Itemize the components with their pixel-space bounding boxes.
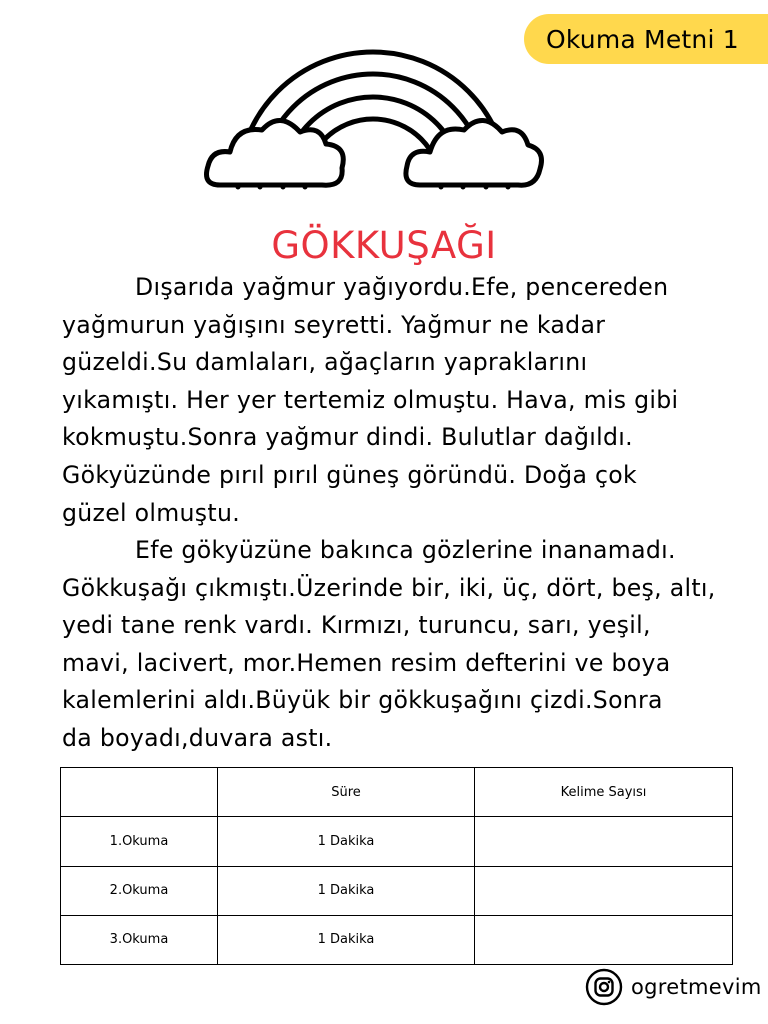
text-line: Gökyüzünde pırıl pırıl güneş göründü. Doğa çok [62,460,637,489]
text-line: da boyadı,duvara astı. [62,723,333,752]
reading-label-cell: 1.Okuma [61,817,218,866]
header-cell-empty [61,768,218,817]
text-line: yağmurun yağışını seyretti. Yağmur ne kadar [62,310,606,339]
table-row [61,866,733,915]
text-line: Gökkuşağı çıkmıştı.Üzerinde bir, iki, üç, dört, beş, altı, [62,573,716,602]
text-line: yedi tane renk vardı. Kırmızı, turuncu, sarı, yeşil, [62,611,651,640]
header-cell-duration: Süre [218,768,475,817]
word-count-cell[interactable] [475,915,733,964]
text-line: güzel olmuştu. [62,498,241,527]
duration-cell: 1 Dakika [218,817,475,866]
text-line: kalemlerini aldı.Büyük bir gökkuşağını çizdi.Sonra [62,686,663,715]
header-cell-word-count: Kelime Sayısı [475,768,733,817]
story-paragraph-2 [62,532,722,758]
text-line: güzeldi.Su damlaları, ağaçların yapraklarını [62,348,588,377]
instagram-handle[interactable] [585,967,762,1007]
table-row [61,817,733,866]
text-line: kokmuştu.Sonra yağmur dindi. Bulutlar dağıldı. [62,423,633,452]
text-line: yıkamıştı. Her yer tertemiz olmuştu. Hava, mis gibi [62,385,679,414]
text-line: mavi, lacivert, mor.Hemen resim defterini ve boya [62,648,671,677]
table-row [61,915,733,964]
handle-text: ogretmevim [631,975,762,999]
duration-cell: 1 Dakika [218,866,475,915]
word-count-cell[interactable] [475,866,733,915]
instagram-icon [585,968,623,1006]
rainbow-with-clouds-icon [200,12,546,214]
duration-cell: 1 Dakika [218,915,475,964]
reading-label-cell: 3.Okuma [61,915,218,964]
badge-label: Okuma Metni 1 [546,24,739,54]
table-header-row [61,768,733,817]
story-paragraph-1 [62,269,722,532]
reading-text-badge [524,14,768,64]
reading-record-table [60,767,733,965]
text-line: Efe gökyüzüne bakınca gözlerine inanamadı. [135,536,676,564]
word-count-cell[interactable] [475,817,733,866]
reading-label-cell: 2.Okuma [61,866,218,915]
story-title: GÖKKUŞAĞI [271,224,497,267]
text-line: Dışarıda yağmur yağıyordu.Efe, pencereden [135,273,669,301]
